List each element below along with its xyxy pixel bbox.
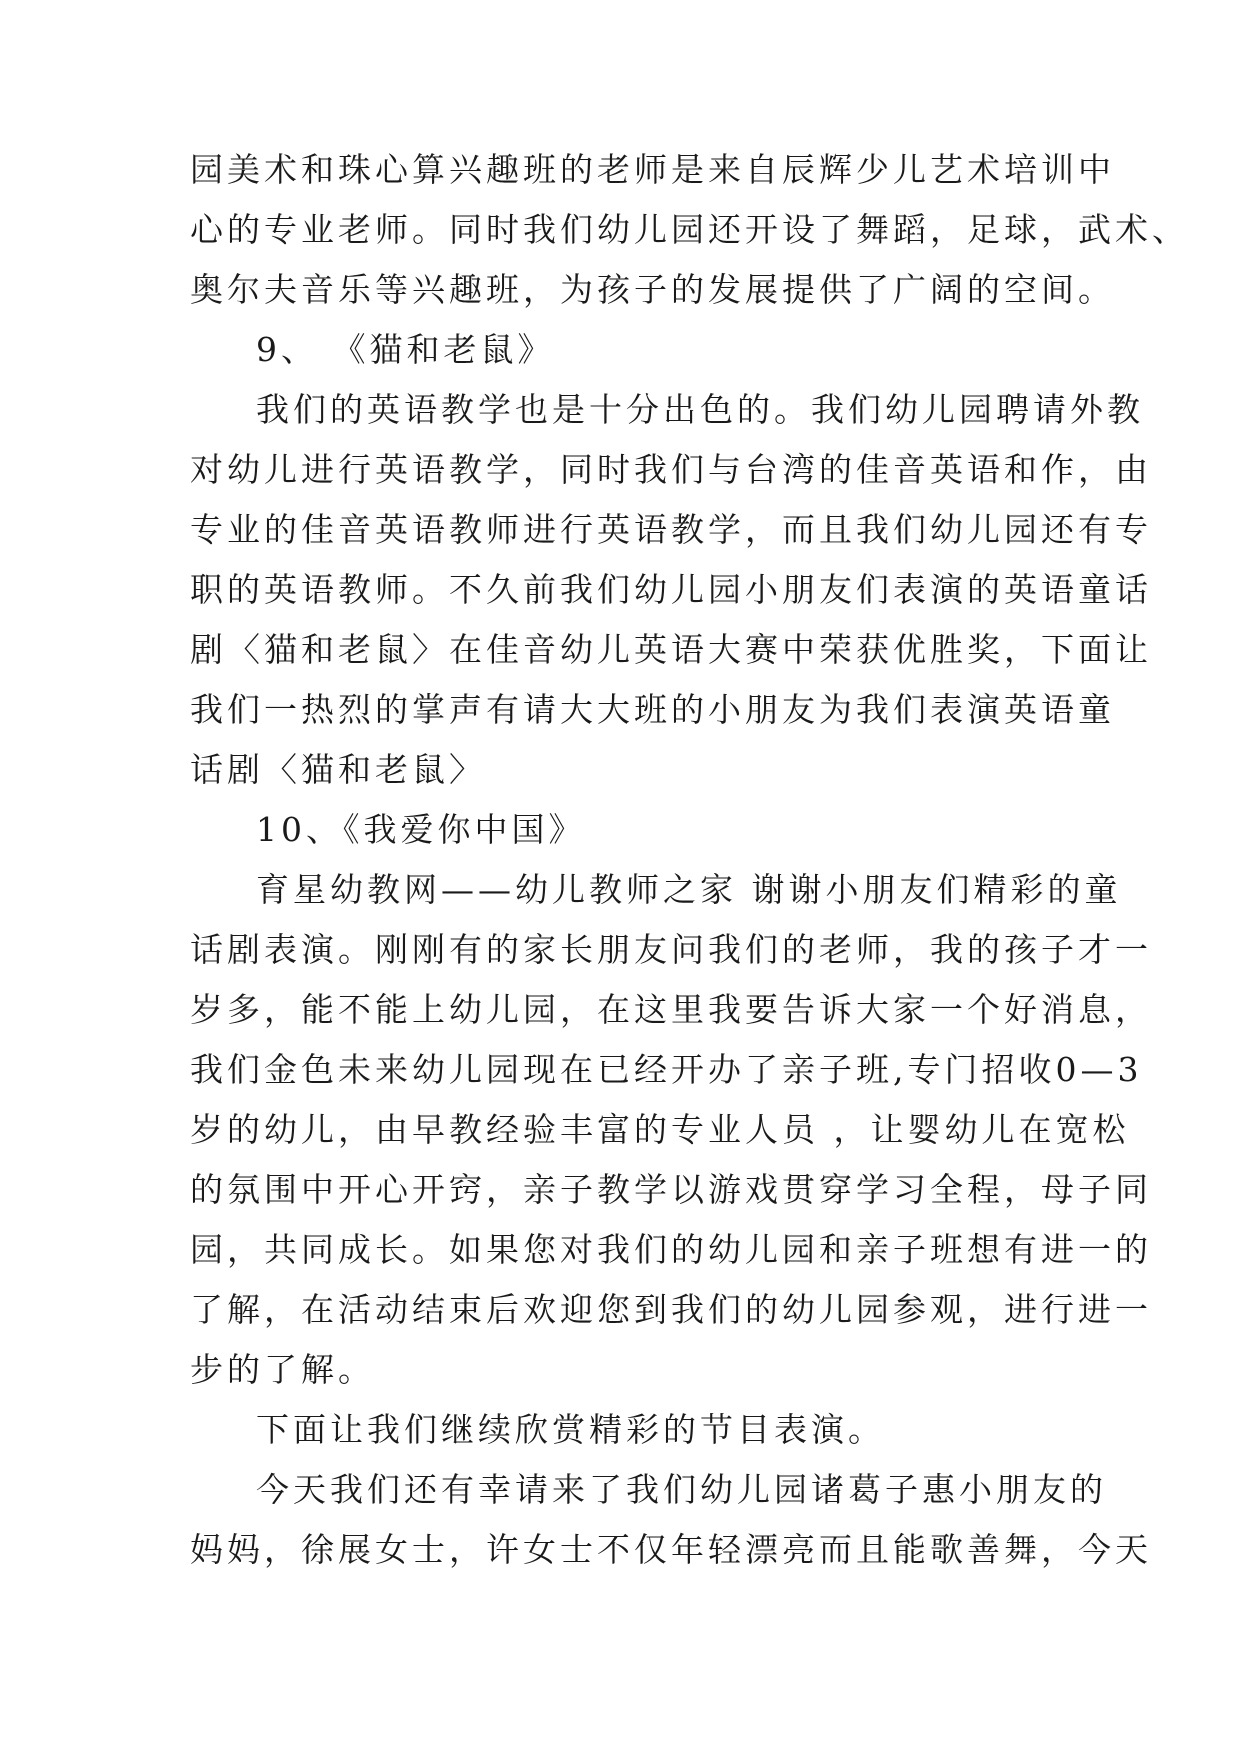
text-line: 园，共同成长。如果您对我们的幼儿园和亲子班想有进一的	[190, 1230, 1152, 1269]
text-line: 对幼儿进行英语教学，同时我们与台湾的佳音英语和作，由	[190, 450, 1152, 489]
text-line: 我们一热烈的掌声有请大大班的小朋友为我们表演英语童	[190, 690, 1115, 729]
text-line: 职的英语教师。不久前我们幼儿园小朋友们表演的英语童话	[190, 570, 1152, 609]
text-line: 的氛围中开心开窍，亲子教学以游戏贯穿学习全程，母子同	[190, 1170, 1152, 1209]
text-line: 岁多，能不能上幼儿园，在这里我要告诉大家一个好消息，	[190, 990, 1152, 1029]
text-line: 妈妈，徐展女士，许女士不仅年轻漂亮而且能歌善舞，今天	[190, 1530, 1152, 1569]
section-heading: 10、《我爱你中国》	[256, 810, 586, 849]
text-line: 步的了解。	[190, 1350, 375, 1389]
text-line: 剧〈猫和老鼠〉在佳音幼儿英语大赛中荣获优胜奖，下面让	[190, 630, 1152, 669]
text-line: 话剧表演。刚刚有的家长朋友问我们的老师，我的孩子才一	[190, 930, 1152, 969]
text-line: 园美术和珠心算兴趣班的老师是来自辰辉少儿艺术培训中	[190, 150, 1115, 189]
text-line: 岁的幼儿，由早教经验丰富的专业人员 ，让婴幼儿在宽松	[190, 1110, 1130, 1149]
text-line: 今天我们还有幸请来了我们幼儿园诸葛子惠小朋友的	[256, 1470, 1107, 1509]
section-heading: 9、 《猫和老鼠》	[256, 330, 555, 369]
text-line: 我们的英语教学也是十分出色的。我们幼儿园聘请外教	[256, 390, 1144, 429]
text-line: 了解，在活动结束后欢迎您到我们的幼儿园参观，进行进一	[190, 1290, 1152, 1329]
text-line: 心的专业老师。同时我们幼儿园还开设了舞蹈，足球，武术、	[190, 210, 1189, 249]
text-line: 下面让我们继续欣赏精彩的节目表演。	[256, 1410, 885, 1449]
text-line: 专业的佳音英语教师进行英语教学，而且我们幼儿园还有专	[190, 510, 1152, 549]
text-line: 话剧〈猫和老鼠〉	[190, 750, 486, 789]
text-line: 奥尔夫音乐等兴趣班，为孩子的发展提供了广阔的空间。	[190, 270, 1115, 309]
text-line: 我们金色未来幼儿园现在已经开办了亲子班,专门招收0—3	[190, 1050, 1143, 1089]
text-line: 育星幼教网——幼儿教师之家 谢谢小朋友们精彩的童	[256, 870, 1122, 909]
